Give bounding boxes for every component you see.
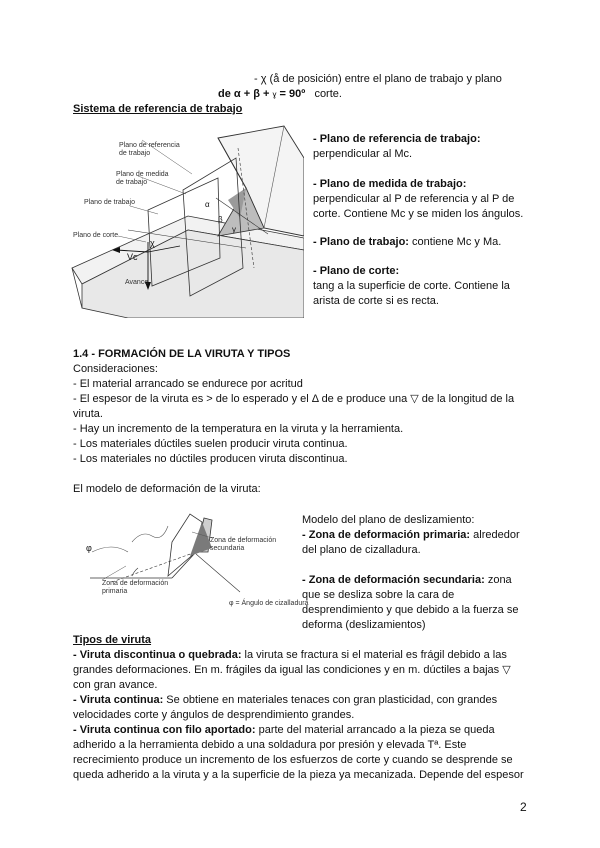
tipo-1-line-1: [73, 648, 507, 663]
tipo-1-line-2: grandes deformaciones. En m. frágiles da igual las condiciones y en m. dúctiles a bajas ▽: [73, 664, 511, 676]
figure-reference-planes: [68, 118, 304, 318]
label-phi: φ: [86, 543, 92, 553]
bullet-5: - Los materiales no dúctiles producen viruta discontinua.: [73, 453, 348, 465]
tipo-2-line-2: velocidades corte y ángulos de desprendimiento grandes.: [73, 709, 355, 721]
label-avance: Avance: [125, 279, 149, 286]
tipo-3-line-3: recrecimiento produce un incremento de los esfuerzos de corte y cuando se desprende se: [73, 754, 513, 766]
tipo-2-title: - Viruta continua:: [73, 694, 164, 706]
top-line-2-end: corte.: [314, 88, 342, 100]
section-heading-sistema: Sistema de referencia de trabajo: [73, 103, 243, 115]
tipo-1-title: - Viruta discontinua o quebrada:: [73, 649, 242, 661]
tipo-2-desc: Se obtiene en materiales tenaces con gran plasticidad, con grandes: [163, 694, 498, 706]
gamma-symbol: ɣ: [272, 90, 277, 99]
modelo-title: Modelo del plano de deslizamiento:: [302, 514, 475, 526]
bullet-1: - El material arrancado se endurece por acritud: [73, 378, 303, 390]
zona-secundaria-line-3: desprendimiento y que debido a la fuerza se: [302, 604, 519, 616]
top-line-1: - χ (å de posición) entre el plano de trabajo y plano: [254, 73, 502, 85]
tipo-3-line-4: queda adherido a la viruta y a la superficie de la pieza ya mecanizada. Depende del espesor: [73, 769, 524, 781]
plano-corte-desc-1: tang a la superficie de corte. Contiene la: [313, 280, 510, 292]
zona-primaria-title: - Zona de deformación primaria:: [302, 529, 471, 541]
plano-corte-title: - Plano de corte:: [313, 265, 400, 277]
plano-referencia-title: - Plano de referencia de trabajo:: [313, 133, 481, 145]
tipo-2-line-1: [73, 693, 497, 708]
zona-primaria-line-1: [302, 528, 520, 543]
label-phi-caption: φ = Ángulo de cizalladura: [229, 600, 309, 607]
tipo-3-line-1: [73, 723, 495, 738]
label-gamma: γ: [232, 225, 236, 234]
label-plano-referencia: Plano de referencia: [119, 142, 180, 149]
zona-primaria-line-2: del plano de cizalladura.: [302, 544, 421, 556]
section-heading-tipos: Tipos de viruta: [73, 634, 152, 646]
angle-sum-result: = 90º: [276, 88, 306, 100]
label-vc: Vc: [127, 252, 138, 262]
tipo-1-line-3: con gran avance.: [73, 679, 158, 691]
angle-sum-part: de α + β +: [218, 88, 273, 100]
label-beta: β: [218, 215, 223, 224]
label-alpha: α: [205, 200, 210, 209]
section-heading-formacion: 1.4 - FORMACIÓN DE LA VIRUTA Y TIPOS: [73, 348, 291, 360]
label-zona-secundaria: Zona de deformación: [210, 537, 277, 544]
zona-secundaria-line-2: que se desliza sobre la cara de: [302, 589, 455, 601]
top-line-2: [218, 87, 342, 102]
label-plano-referencia-2: de trabajo: [119, 150, 151, 157]
plano-referencia-desc: perpendicular al Mc.: [313, 148, 413, 160]
zona-secundaria-desc: zona: [484, 574, 512, 586]
plano-medida-desc-1: perpendicular al P de referencia y al P de: [313, 193, 515, 205]
label-plano-medida-2: de trabajo: [116, 179, 148, 186]
label-zona-secundaria-2: secundaria: [210, 545, 245, 552]
plano-medida-desc-2: corte. Contiene Mc y se miden los ángulos.: [313, 208, 524, 220]
label-zona-primaria-2: primaria: [102, 588, 128, 595]
consideraciones-label: Consideraciones:: [73, 363, 158, 375]
tipo-1-desc: la viruta se fractura si el material es frágil debido a las: [241, 649, 507, 661]
plano-trabajo-title: - Plano de trabajo:: [313, 236, 409, 248]
label-zona-primaria: Zona de deformación: [102, 580, 169, 587]
bullet-2-cont: viruta.: [73, 408, 103, 420]
label-kappa: χ: [150, 238, 155, 248]
zona-secundaria-title: - Zona de deformación secundaria:: [302, 574, 485, 586]
plano-trabajo-desc: contiene Mc y Ma.: [408, 236, 502, 248]
figure-chip-formation: [72, 512, 300, 612]
bullet-4: - Los materiales dúctiles suelen producir viruta continua.: [73, 438, 348, 450]
bullet-3: - Hay un incremento de la temperatura en la viruta y la herramienta.: [73, 423, 404, 435]
plano-corte-desc-2: arista de corte si es recta.: [313, 295, 439, 307]
bullet-2: - El espesor de la viruta es > de lo esperado y el Δ de e produce una ▽ de la longitud de la: [73, 393, 515, 405]
zona-primaria-desc: alrededor: [470, 529, 520, 541]
modelo-intro: El modelo de deformación de la viruta:: [73, 483, 261, 495]
tipo-3-title: - Viruta continua con filo aportado:: [73, 724, 256, 736]
zona-secundaria-line-1: [302, 573, 512, 588]
page-number: 2: [520, 800, 527, 814]
tipo-3-line-2: adherido a la herramienta debido a una soldadura por presión y elevada Tª. Este: [73, 739, 467, 751]
zona-secundaria-line-4: deforma (deslizamientos): [302, 619, 426, 631]
label-plano-trabajo: Plano de trabajo: [84, 199, 135, 206]
tipo-3-desc: parte del material arrancado a la pieza se queda: [255, 724, 495, 736]
plano-medida-title: - Plano de medida de trabajo:: [313, 178, 467, 190]
plano-trabajo-item: [313, 235, 501, 250]
label-plano-corte: Plano de corte: [73, 232, 119, 239]
label-plano-medida: Plano de medida: [116, 171, 169, 178]
